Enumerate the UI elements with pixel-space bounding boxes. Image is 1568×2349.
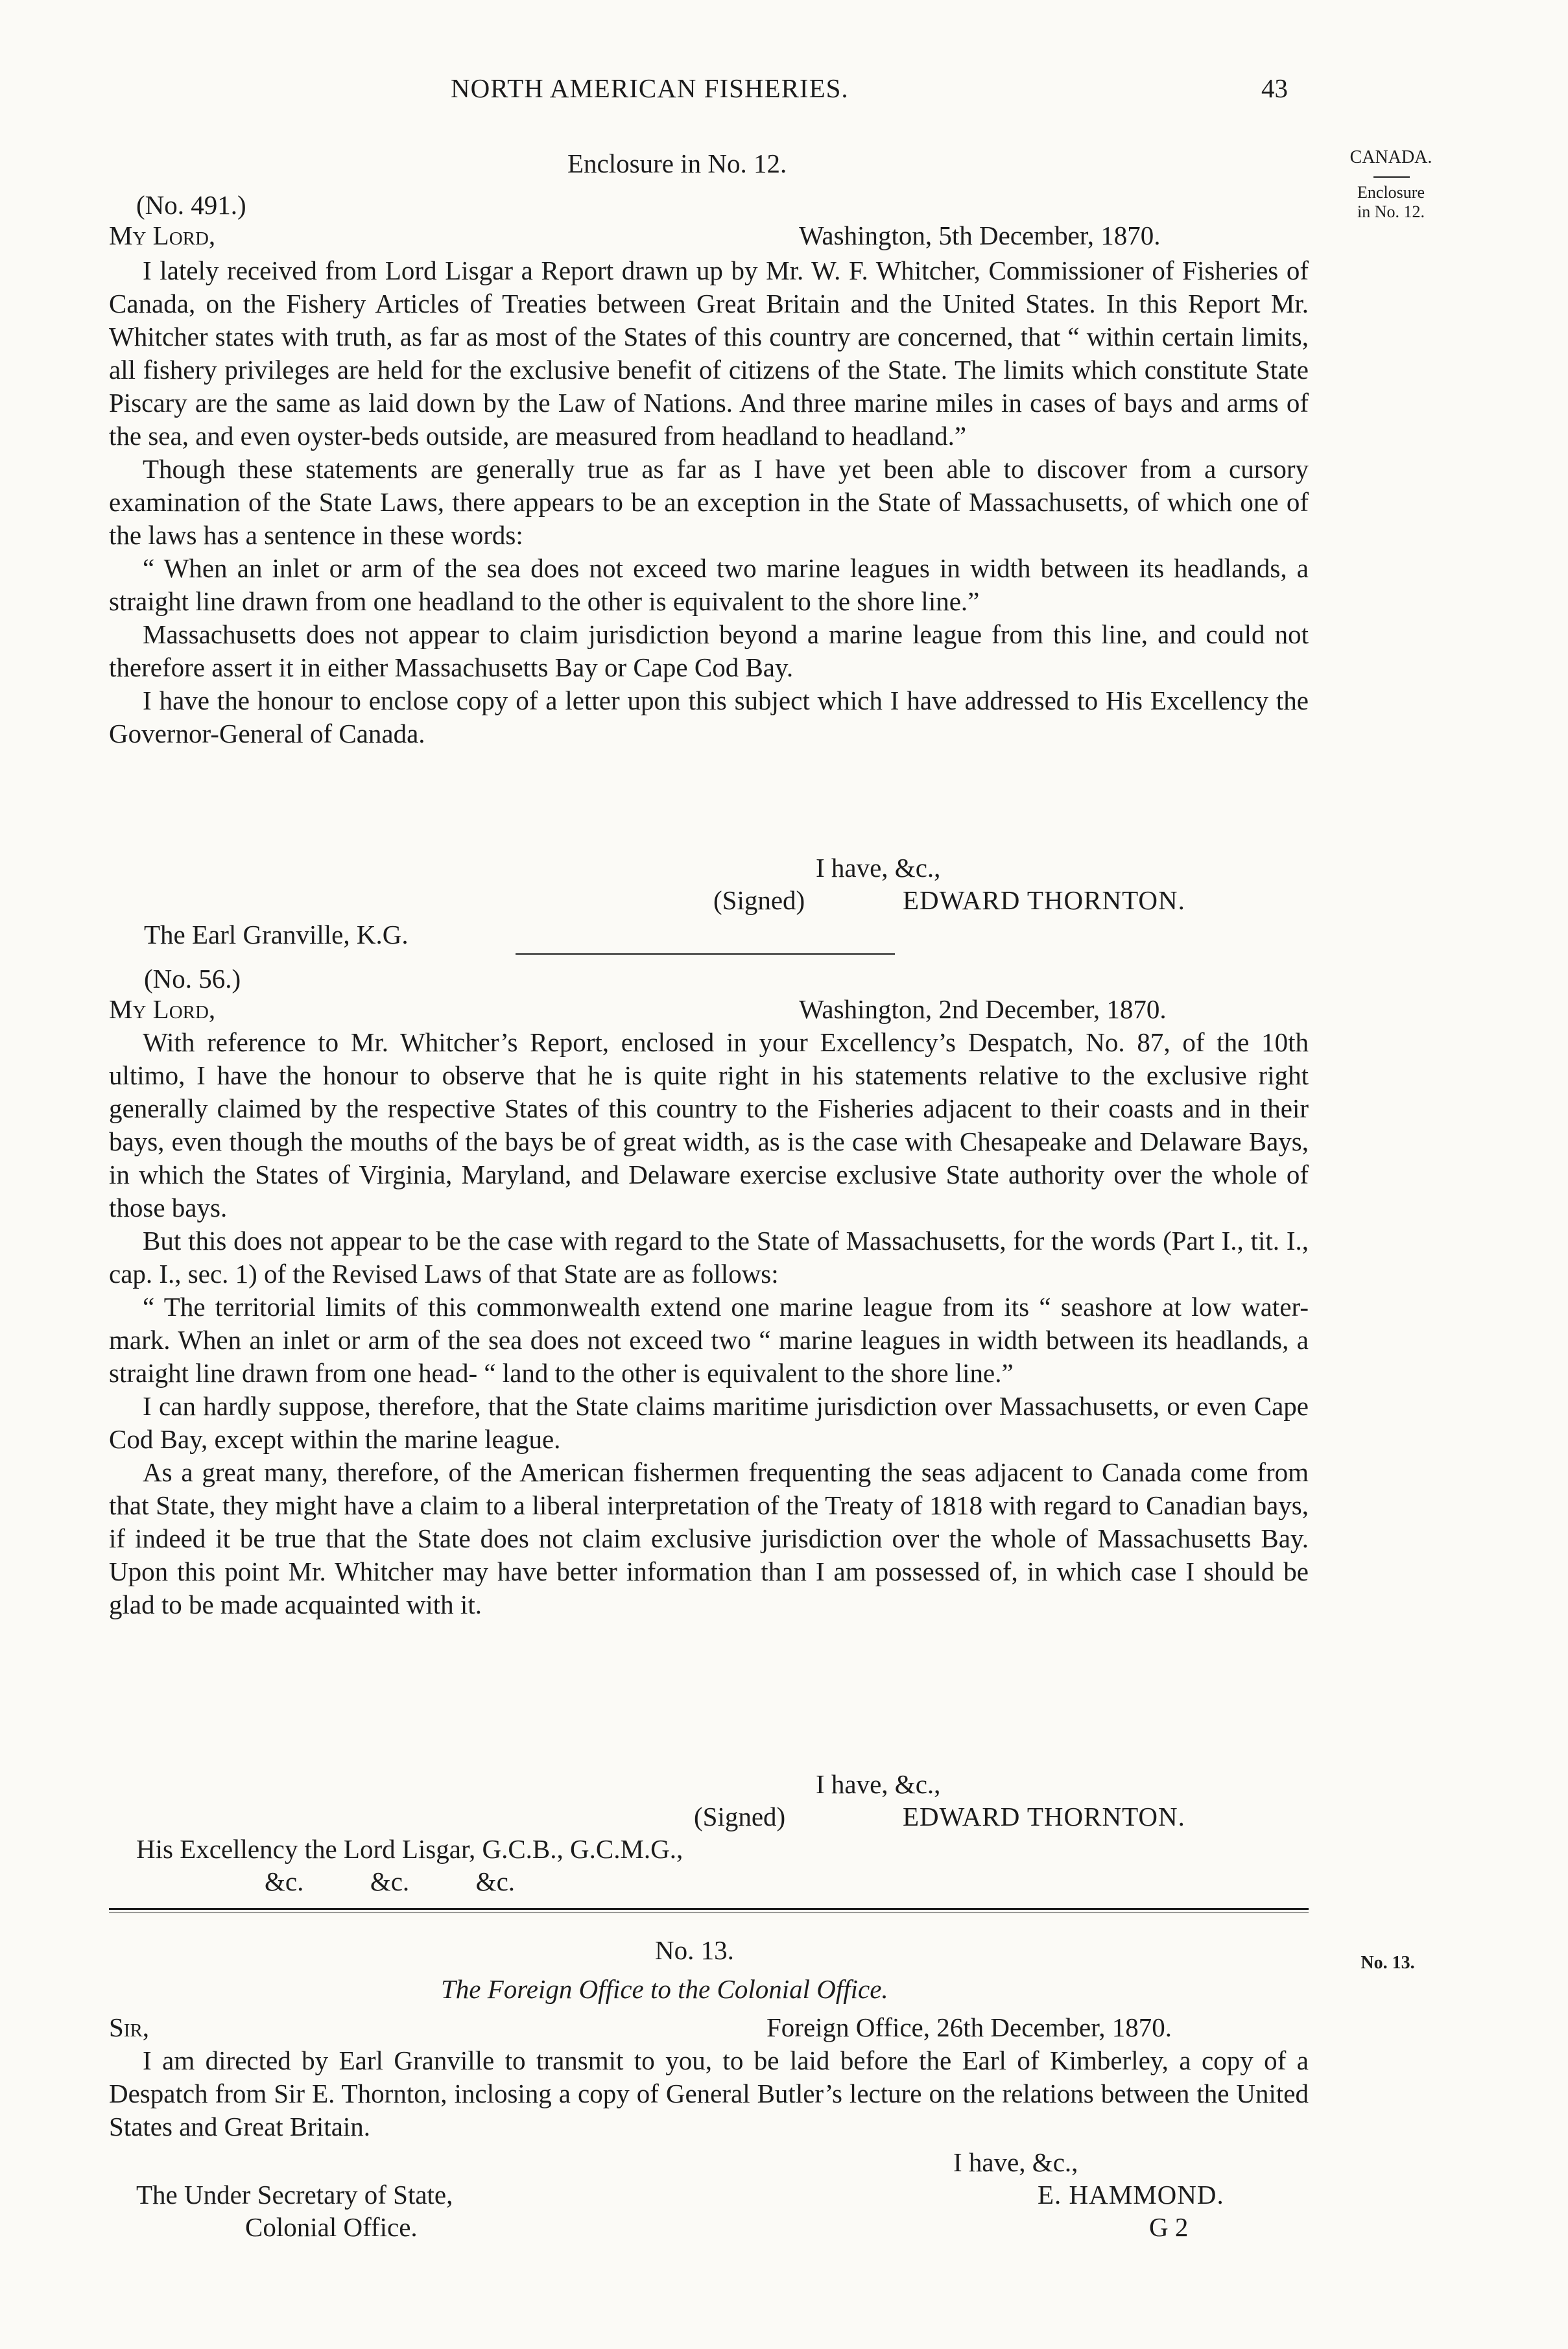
page-number: 43 xyxy=(1261,73,1288,103)
letter3-subheading: The Foreign Office to the Colonial Office. xyxy=(441,1974,888,2004)
letter-separator xyxy=(516,953,895,955)
letter2-number: (No. 56.) xyxy=(144,964,241,994)
margin-country: CANADA. xyxy=(1349,147,1432,167)
letter3-signatory: E. HAMMOND. xyxy=(1038,2180,1224,2210)
letter1-paragraph: Massachusetts does not appear to claim jurisdiction beyond a marine league from this line, and could not therefore assert it in either Massachusetts Bay or Cape Cod Bay. xyxy=(109,619,1309,682)
letter2-dateline: Washington, 2nd December, 1870. xyxy=(799,994,1167,1024)
letter1-signed-label: (Signed) xyxy=(713,885,805,915)
letter3-dateline: Foreign Office, 26th December, 1870. xyxy=(766,2012,1172,2042)
letter1-paragraph: I lately received from Lord Lisgar a Report drawn up by Mr. W. F. Whitcher, Commissioner of Fisheries of Canada, on the Fishery Articles of Treaties between Great Britain and the United States. In this Report Mr. Whitcher states with truth, as far as most of the States of this country are concerned, that “ within certain limits, all fishery privileges are held for the exclusive benefit of citizens of the State. The limits which constitute State Piscary are the same as laid down by the Law of Nations. And three marine miles in cases of bays and arms of the sea, and even oyster-beds outside, are measured from headland to headland.” xyxy=(109,256,1309,451)
enclosure-heading: Enclosure in No. 12. xyxy=(567,149,787,178)
letter3-body xyxy=(109,2044,1309,2143)
letter1-paragraph: Though these statements are generally true as far as I have yet been able to discover from a cursory examination of the State Laws, there appears to be an exception in the State of Massachusetts, of which one of the laws has a sentence in these words: xyxy=(109,454,1309,550)
letter2-salutation: My Lord, xyxy=(109,994,216,1024)
letter3-closing: I have, &c., xyxy=(953,2147,1078,2177)
letter2-quote: “ The territorial limits of this commonwealth extend one marine league from its “ seashore at low water-mark. When an inlet or arm of the sea does not exceed two “ marine leagues in width between its headlands, a straight line drawn from one head- “ land to the other is equivalent to the shore line.” xyxy=(109,1292,1309,1388)
letter3-heading: No. 13. xyxy=(655,1935,734,1965)
letter2-paragraph: With reference to Mr. Whitcher’s Report, enclosed in your Excellency’s Despatch, No. 87, of the 10th ultimo, I have the honour to observe that he is quite right in his statements relative to the exclusive right generally claimed by the respective States of this country to the Fisheries adjacent to their coasts and in their bays, even though the mouths of the bays be of great width, as is the case with Chesapeake and Delaware Bays, in which the States of Virginia, Maryland, and Delaware exercise exclusive State authority over the whole of those bays. xyxy=(109,1027,1309,1222)
letter1-dateline: Washington, 5th December, 1870. xyxy=(799,221,1161,250)
letter2-body xyxy=(109,1026,1309,1621)
letter1-signatory: EDWARD THORNTON. xyxy=(903,885,1185,915)
letter3-addressee-line2: Colonial Office. xyxy=(245,2212,418,2242)
letter3-addressee-line1: The Under Secretary of State, xyxy=(136,2180,453,2210)
letter1-paragraph: I have the honour to enclose copy of a letter upon this subject which I have addressed to His Excellency the Governor-General of Canada. xyxy=(109,686,1309,748)
letter2-addressee-etc: &c. &c. &c. xyxy=(265,1866,516,1896)
margin-note-no13: No. 13. xyxy=(1360,1953,1415,1973)
signature-mark: G 2 xyxy=(1149,2212,1189,2242)
letter1-salutation: My Lord, xyxy=(109,221,216,250)
letter1-number: (No. 491.) xyxy=(136,190,246,220)
margin-note-enclosure xyxy=(1329,183,1453,222)
letter2-addressee: His Excellency the Lord Lisgar, G.C.B., G.C.M.G., xyxy=(136,1834,683,1864)
running-title: NORTH AMERICAN FISHERIES. xyxy=(451,73,849,103)
letter3-paragraph: I am directed by Earl Granville to transmit to you, to be laid before the Earl of Kimberley, a copy of a Despatch from Sir E. Thornton, inclosing a copy of General Butler’s lecture on the relations between the United States and Great Britain. xyxy=(109,2045,1309,2141)
letter1-closing: I have, &c., xyxy=(816,853,941,883)
margin-note-enclosure-line1: Enclosure xyxy=(1357,183,1425,202)
letter1-quote: “ When an inlet or arm of the sea does not exceed two marine leagues in width between its headlands, a straight line drawn from one headland to the other is equivalent to the shore line.” xyxy=(109,553,1309,616)
letter2-paragraph: As a great many, therefore, of the American fishermen frequenting the seas adjacent to Canada come from that State, they might have a claim to a liberal interpretation of the Treaty of 1818 with regard to Canadian bays, if indeed it be true that the State does not claim exclusive jurisdiction over the whole of Massachusetts Bay. Upon this point Mr. Whitcher may have better information than I am possessed of, in which case I should be glad to be made acquainted with it. xyxy=(109,1457,1309,1619)
letter2-closing: I have, &c., xyxy=(816,1769,941,1799)
letter2-paragraph: But this does not appear to be the case with regard to the State of Massachusetts, for the words (Part I., tit. I., cap. I., sec. 1) of the Revised Laws of that State are as follows: xyxy=(109,1226,1309,1289)
letter1-body xyxy=(109,254,1309,750)
letter2-signed-label: (Signed) xyxy=(694,1802,786,1831)
section-divider xyxy=(109,1908,1309,1910)
letter2-paragraph: I can hardly suppose, therefore, that the State claims maritime jurisdiction over Massachusetts, or even Cape Cod Bay, except within the marine league. xyxy=(109,1391,1309,1454)
letter3-salutation: Sir, xyxy=(109,2012,150,2042)
letter1-addressee: The Earl Granville, K.G. xyxy=(144,920,409,949)
margin-divider xyxy=(1373,176,1410,178)
letter2-signatory: EDWARD THORNTON. xyxy=(903,1802,1185,1831)
margin-note-enclosure-line2: in No. 12. xyxy=(1357,202,1425,221)
